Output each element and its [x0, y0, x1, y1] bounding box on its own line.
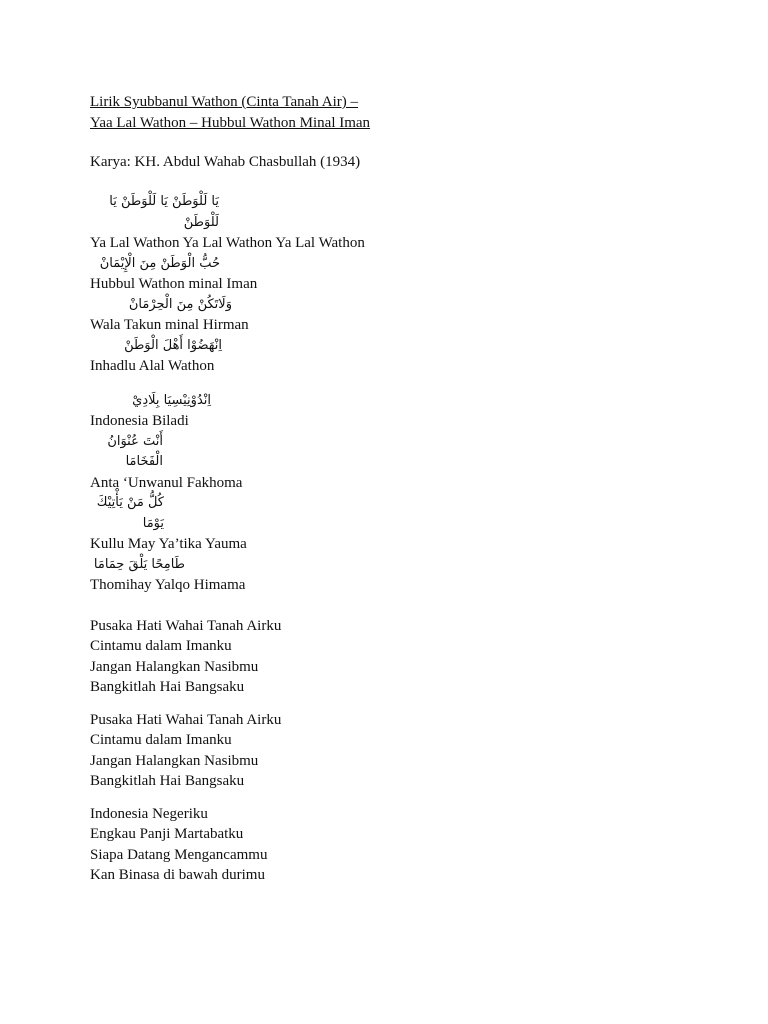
latin-line: Ya Lal Wathon Ya Lal Wathon Ya Lal Wathon: [90, 235, 365, 251]
arabic-line: اِنْهَضُوْا أَهْلَ الْوَطَنْ: [124, 337, 222, 353]
arabic-line: طَامِحًا يَلْقَ حِمَامَا: [93, 556, 185, 572]
latin-line: Inhadlu Alal Wathon: [90, 358, 215, 374]
stanza-2: [90, 710, 690, 792]
latin-line: Wala Takun minal Hirman: [90, 317, 249, 333]
verse-arabic-2: [90, 391, 690, 596]
lyric-line: Jangan Halangkan Nasibmu: [90, 752, 259, 769]
lyric-line: Cintamu dalam Imanku: [90, 732, 232, 748]
stanza-1: [90, 616, 690, 698]
stanza-3: [90, 804, 690, 886]
title-line-1: Lirik Syubbanul Wathon (Cinta Tanah Air) –: [90, 94, 358, 110]
author-credit: Karya: KH. Abdul Wahab Chasbullah (1934): [90, 154, 361, 170]
lyric-line: Bangkitlah Hai Bangsaku: [90, 773, 245, 789]
document-page: [90, 92, 690, 886]
latin-line: Kullu May Ya’tika Yauma: [90, 536, 247, 552]
lyric-line: Siapa Datang Mengancammu: [90, 846, 268, 863]
latin-line: Thomihay Yalqo Himama: [90, 577, 246, 593]
arabic-line: كُلُّ مَنْ يَأْتِيْكَ يَوْمَا: [96, 495, 164, 531]
lyric-line: Kan Binasa di bawah durimu: [90, 867, 265, 883]
verse-arabic-1: [90, 192, 690, 377]
lyric-line: Pusaka Hati Wahai Tanah Airku: [90, 617, 282, 634]
latin-line: Indonesia Biladi: [90, 413, 189, 429]
lyric-line: Bangkitlah Hai Bangsaku: [90, 679, 245, 695]
lyric-line: Engkau Panji Martabatku: [90, 826, 244, 842]
lyric-line: Indonesia Negeriku: [90, 805, 208, 822]
latin-line: Hubbul Wathon minal Iman: [90, 276, 258, 292]
arabic-line: وَلَاتَكُنْ مِنَ الْحِرْمَانْ: [128, 296, 232, 312]
lyric-line: Pusaka Hati Wahai Tanah Airku: [90, 711, 282, 728]
arabic-line: أَنْتَ عُنْوَانُ الْفَخَامَا: [107, 433, 163, 469]
lyric-line: Cintamu dalam Imanku: [90, 638, 232, 654]
document-title: [90, 92, 690, 134]
title-line-2: Yaa Lal Wathon – Hubbul Wathon Minal Iman: [90, 115, 371, 131]
lyric-line: Jangan Halangkan Nasibmu: [90, 658, 259, 675]
arabic-line: حُبُّ الْوَطَنْ مِنَ الْإِيْمَانْ: [99, 255, 220, 271]
latin-line: Anta ‘Unwanul Fakhoma: [90, 474, 243, 491]
arabic-line: اِنْدُوْنِيْسِيَا بِلَادِيْ: [132, 392, 211, 408]
arabic-line: يَا لَلْوَطَنْ يَا لَلْوَطَنْ يَا لَلْوَطَنْ: [109, 194, 219, 230]
